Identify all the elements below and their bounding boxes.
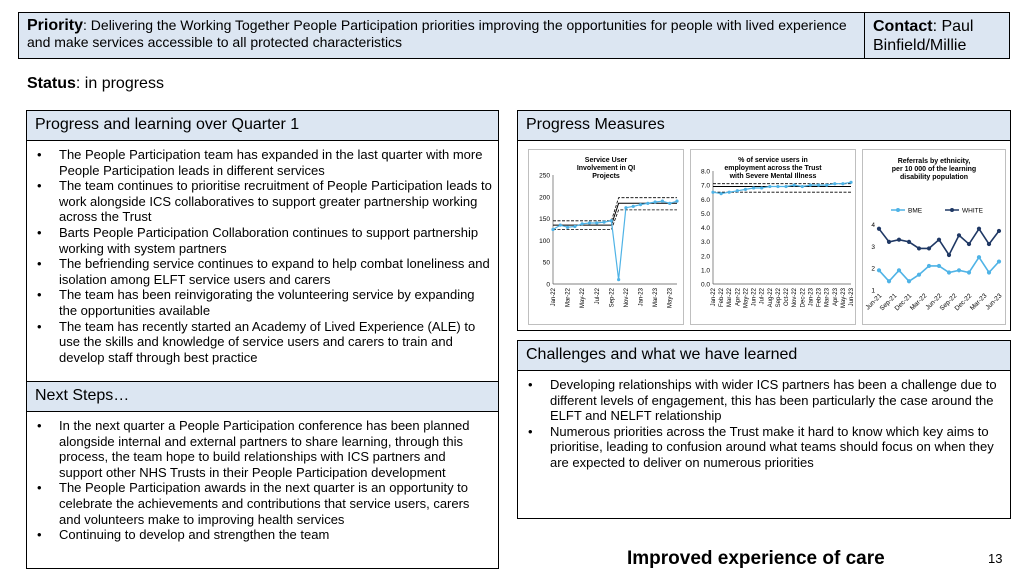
x-tick-label: Apr-23	[832, 288, 839, 307]
x-tick-label: May-23	[840, 288, 847, 309]
x-tick-label: Mar-23	[824, 288, 831, 308]
status-line	[27, 75, 164, 93]
list-item: • The People Participation awards in the next quarter is an opportunity to celebrate the achievements and contributions that service users, carers and volunteers make to improving health services	[35, 480, 492, 527]
x-tick-label: Jun-23	[984, 292, 1004, 312]
x-tick-label: Sep-22	[775, 288, 782, 308]
y-tick-label: 0.0	[700, 281, 710, 289]
data-point	[957, 233, 961, 237]
data-point	[997, 229, 1001, 233]
next-steps-section	[27, 381, 498, 543]
page-number: 13	[988, 551, 1003, 566]
qi-involvement-chart	[528, 149, 684, 325]
data-point	[877, 227, 881, 231]
data-point	[784, 185, 787, 188]
x-tick-label: Dec-22	[953, 292, 974, 313]
chart-title: employment across the Trust	[724, 165, 822, 172]
contact-cell	[865, 13, 1009, 58]
data-point	[967, 270, 971, 274]
data-point	[937, 264, 941, 268]
next-steps-title: Next Steps…	[27, 382, 498, 412]
challenges-title: Challenges and what we have learned	[518, 341, 1010, 371]
y-tick-label: 4.0	[700, 225, 710, 232]
data-point	[987, 242, 991, 246]
data-point	[752, 186, 755, 189]
referrals-ethnicity-chart	[862, 149, 1006, 325]
data-point	[849, 181, 852, 184]
list-item: • Barts People Participation Collaboration continues to support partnership working with system partners	[35, 225, 492, 256]
x-tick-label: Jan-22	[551, 288, 557, 307]
y-tick-label: 7.0	[700, 182, 710, 190]
x-tick-label: Nov-22	[792, 288, 799, 308]
x-tick-label: May-23	[667, 288, 674, 309]
priority-statement	[19, 13, 865, 58]
chart-title: per 10 000 of the learning	[891, 166, 977, 173]
data-point	[736, 189, 739, 192]
list-item: • The befriending service continues to expand to help combat loneliness and isolation among ELFT service users and carers	[35, 256, 492, 287]
y-tick-label: 1.0	[700, 267, 710, 275]
x-tick-label: Aug-22	[767, 288, 774, 308]
employment-chart	[690, 149, 856, 325]
data-point	[817, 184, 820, 187]
priority-header	[18, 12, 1010, 59]
data-point	[551, 228, 554, 231]
mean-line	[553, 203, 677, 225]
data-point	[825, 184, 828, 187]
x-tick-label: Nov-22	[623, 288, 630, 308]
data-point	[947, 270, 951, 274]
x-tick-label: Sep-22	[938, 292, 959, 313]
status-label: Status	[27, 75, 76, 92]
x-tick-label: Oct-22	[784, 288, 791, 307]
data-point	[907, 279, 911, 283]
data-point	[624, 206, 627, 209]
data-point	[947, 253, 951, 257]
data-point	[595, 221, 598, 224]
list-item: • The team has recently started an Academy of Lived Experience (ALE) to use the skills and knowledge of service users and carers to train and develop staff through best practice	[35, 319, 492, 366]
progress-measures-title: Progress Measures	[518, 111, 1010, 141]
challenges-list	[518, 371, 1010, 471]
data-point	[581, 222, 584, 225]
data-point	[887, 240, 891, 244]
chart-title: Referrals by ethnicity,	[897, 158, 971, 165]
data-point	[610, 219, 613, 222]
y-tick-label: 0	[546, 281, 550, 289]
data-point	[728, 191, 731, 194]
data-point	[760, 186, 763, 189]
data-point	[997, 259, 1001, 263]
x-tick-label: May-22	[580, 288, 587, 309]
challenges-panel	[517, 340, 1011, 519]
data-point	[661, 200, 664, 203]
data-point	[937, 238, 941, 242]
legend-label: BME	[908, 207, 923, 215]
progress-learning-title: Progress and learning over Quarter 1	[27, 111, 498, 141]
x-tick-label: Mar-22	[908, 292, 929, 312]
contact-text: : Paul Binfield/Millie	[873, 18, 974, 54]
progress-measures-panel	[517, 110, 1011, 331]
progress-learning-panel	[26, 110, 499, 569]
next-steps-list	[27, 412, 498, 543]
data-point	[957, 268, 961, 272]
x-tick-label: Mar-22	[727, 288, 734, 308]
x-tick-label: Jan-23	[808, 288, 815, 307]
y-tick-label: 150	[539, 216, 550, 224]
legend-marker	[896, 208, 900, 212]
data-point	[897, 268, 901, 272]
x-tick-label: May-22	[743, 288, 750, 309]
data-point	[987, 270, 991, 274]
y-tick-label: 200	[539, 194, 550, 202]
x-tick-label: Apr-22	[735, 288, 742, 307]
status-text: : in progress	[75, 75, 164, 92]
contact-label: Contact	[873, 18, 933, 35]
y-tick-label: 2.0	[700, 253, 710, 261]
list-item: • The team has been reinvigorating the volunteering service by expanding the opportunities available	[35, 287, 492, 318]
x-tick-label: Dec-21	[893, 292, 914, 313]
data-point	[744, 188, 747, 191]
x-tick-label: Mar-23	[968, 292, 989, 312]
series-line	[879, 229, 999, 255]
x-tick-label: Dec-22	[800, 288, 807, 308]
data-point	[768, 185, 771, 188]
legend-marker	[950, 208, 954, 212]
x-tick-label: Jul-22	[759, 288, 766, 305]
priority-text: : Delivering the Working Together People Participation priorities improving the opportunities for people with lived experience and make services accessible to all protected characteristics	[27, 17, 847, 50]
x-tick-label: Jun-22	[924, 292, 944, 312]
x-tick-label: Jan-22	[711, 288, 717, 307]
list-item: • The team continues to prioritise recruitment of People Participation leads to work alongside ICS collaboratives to support greater partnership working across the Trust	[35, 178, 492, 225]
data-point	[588, 221, 591, 224]
data-point	[841, 182, 844, 185]
list-item: • Developing relationships with wider ICS partners has been a challenge due to different levels of engagement, this has been particularly the case around the ELFT and NELFT relationship	[526, 377, 1004, 424]
data-point	[833, 182, 836, 185]
data-point	[632, 205, 635, 208]
x-tick-label: Mar-23	[653, 288, 660, 308]
footer-title: Improved experience of care	[627, 548, 885, 569]
data-point	[907, 240, 911, 244]
y-tick-label: 50	[542, 259, 550, 267]
series-line	[879, 257, 999, 281]
x-tick-label: Jul-22	[594, 288, 601, 305]
list-item: • The People Participation team has expanded in the last quarter with more People Participation leads in different services	[35, 147, 492, 178]
data-point	[897, 238, 901, 242]
data-point	[927, 264, 931, 268]
data-point	[977, 227, 981, 231]
data-point	[927, 246, 931, 250]
data-point	[646, 202, 649, 205]
data-point	[668, 202, 671, 205]
y-tick-label: 8.0	[700, 168, 710, 176]
data-point	[654, 200, 657, 203]
data-point	[675, 200, 678, 203]
data-point	[573, 225, 576, 228]
chart-title: % of service users in	[738, 157, 808, 164]
data-point	[559, 224, 562, 227]
chart-title: Projects	[592, 173, 620, 180]
data-point	[617, 278, 620, 281]
data-point	[877, 268, 881, 272]
y-tick-label: 1	[871, 287, 875, 295]
list-item: • Numerous priorities across the Trust make it hard to know which key aims to prioritise, leading to confusion around what teams should focus on when they are expected to deliver on numerous priorities	[526, 424, 1004, 471]
data-point	[801, 185, 804, 188]
x-tick-label: Jun-22	[751, 288, 758, 307]
legend-label: WHITE	[962, 207, 983, 215]
chart-title: with Severe Mental Illness	[729, 173, 817, 180]
x-tick-label: Feb-22	[719, 288, 726, 308]
data-point	[887, 279, 891, 283]
list-item: • In the next quarter a People Participation conference has been planned alongside internal and external partners to share learning, through this process, the team hope to build relationships with ICS partners and support other NHS Trusts in their People Participation development	[35, 418, 492, 480]
data-point	[917, 273, 921, 277]
data-point	[720, 192, 723, 195]
x-tick-label: Sep-21	[878, 292, 899, 313]
x-tick-label: Feb-23	[816, 288, 823, 308]
chart-title: Service User	[584, 157, 628, 164]
list-item: • Continuing to develop and strengthen the team	[35, 527, 492, 543]
y-tick-label: 3	[871, 243, 875, 251]
y-tick-label: 100	[539, 237, 550, 245]
y-tick-label: 250	[539, 172, 550, 180]
chart-title: Involvement in QI	[576, 165, 636, 172]
data-point	[639, 203, 642, 206]
y-tick-label: 3.0	[700, 239, 710, 247]
x-tick-label: Jun-23	[849, 288, 855, 307]
y-tick-label: 2	[871, 265, 875, 273]
x-tick-label: Mar-22	[565, 288, 572, 308]
data-point	[711, 191, 714, 194]
data-point	[977, 255, 981, 259]
data-point	[917, 246, 921, 250]
data-point	[967, 242, 971, 246]
priority-label: Priority	[27, 17, 84, 34]
data-point	[793, 184, 796, 187]
y-tick-label: 5.0	[700, 210, 710, 218]
x-tick-label: Jan-23	[638, 288, 645, 307]
y-tick-label: 6.0	[700, 196, 710, 204]
data-point	[776, 185, 779, 188]
data-point	[602, 220, 605, 223]
progress-learning-list	[27, 141, 498, 365]
y-tick-label: 4	[871, 221, 875, 229]
x-tick-label: Jun-21	[864, 292, 884, 312]
data-point	[809, 184, 812, 187]
chart-title: disability population	[899, 174, 969, 181]
data-point	[566, 226, 569, 229]
x-tick-label: Sep-22	[609, 288, 616, 308]
